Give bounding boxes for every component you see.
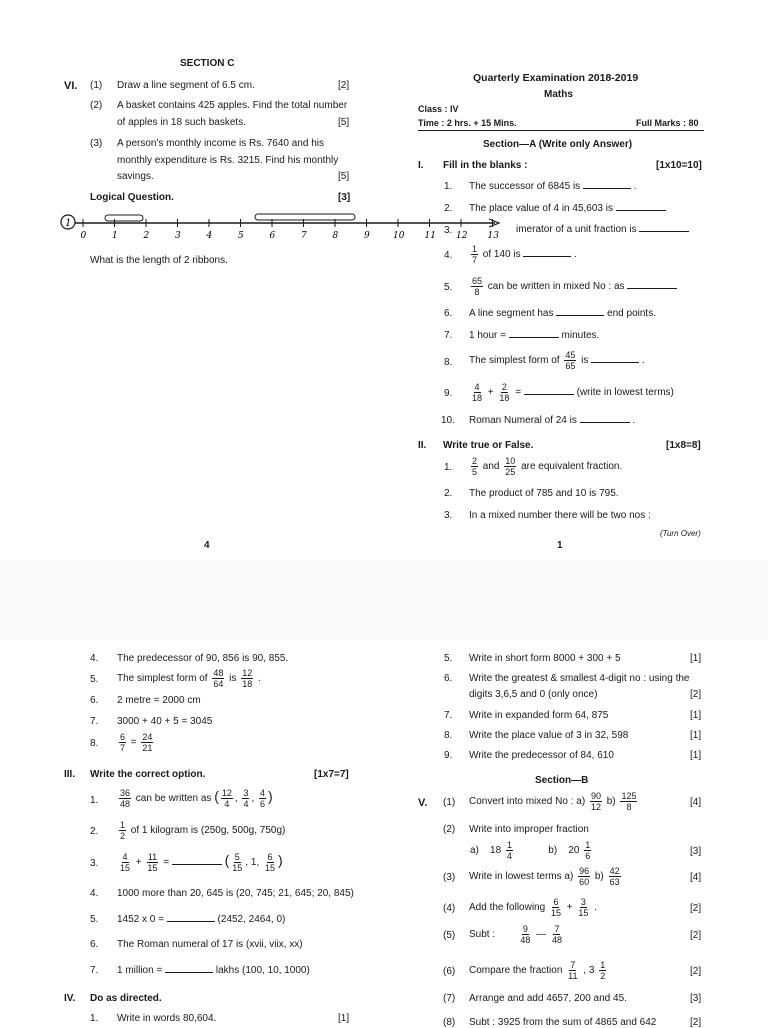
- item-number: 5.: [90, 914, 99, 925]
- marks: [1x7=7]: [314, 769, 349, 780]
- work-item: [470, 840, 593, 861]
- item-text: The predecessor of 90, 856 is 90, 855.: [117, 653, 289, 664]
- item-text: .: [633, 181, 637, 192]
- item-number: 10.: [441, 415, 455, 426]
- item-number: 2.: [444, 488, 453, 499]
- option-item: [117, 914, 285, 925]
- number-line-label: 5: [238, 231, 244, 240]
- option-fraction[interactable]: $\frac{3}{4}$: [243, 788, 249, 809]
- item-number: 7.: [90, 716, 99, 727]
- question-number: III.: [64, 769, 76, 780]
- circled-number-label: 1: [65, 218, 72, 229]
- marks: [1x10=10]: [656, 160, 702, 171]
- number-line-label: 10: [393, 231, 405, 240]
- number-line-label: 0: [80, 231, 87, 240]
- question-number: IV.: [64, 993, 76, 1004]
- page-gap: [0, 560, 768, 640]
- item-text: Write in lowest terms a): [469, 871, 574, 883]
- item-text: 1 million =: [117, 965, 163, 976]
- question-title: Fill in the blanks :: [443, 160, 528, 171]
- fraction: $\frac{90}{12}$: [590, 791, 601, 812]
- item-number: 6.: [90, 939, 99, 950]
- answer-blank[interactable]: [639, 231, 689, 232]
- fraction: $\frac{42}{63}$: [609, 866, 620, 887]
- fraction: $\frac{65}{8}$: [472, 276, 483, 297]
- item-text: Write in expanded form 64, 875: [469, 710, 609, 721]
- item-text: .: [594, 902, 597, 914]
- item-number: 9.: [444, 388, 453, 399]
- number-line-label: 8: [332, 231, 339, 240]
- item-number: 4.: [90, 888, 99, 899]
- item-number: (4): [443, 903, 456, 914]
- tf-item: [117, 668, 261, 689]
- operator: =: [163, 857, 170, 869]
- marks: [2]: [338, 80, 350, 91]
- fraction: $\frac{4}{15}$: [120, 852, 131, 873]
- work-item: [469, 866, 623, 887]
- marks: [1]: [690, 653, 702, 664]
- tf-item: [117, 732, 155, 753]
- operator: —: [536, 929, 547, 941]
- item-text: (write in lowest terms): [576, 387, 674, 399]
- full-marks-label: Full Marks : 80: [636, 118, 699, 128]
- marks: [3]: [690, 846, 702, 857]
- item-text: Write in words 80,604.: [117, 1013, 217, 1024]
- fraction: $\frac{36}{48}$: [120, 788, 131, 809]
- item-text: of 1 kilogram is (250g, 500g, 750g): [130, 825, 286, 837]
- answer-blank[interactable]: [523, 256, 571, 257]
- fraction: $\frac{9}{48}$: [520, 924, 531, 945]
- answer-blank[interactable]: [165, 972, 213, 973]
- item-number: (8): [443, 1017, 456, 1028]
- marks: [1]: [690, 750, 702, 761]
- question-number: I.: [418, 160, 424, 171]
- option-fraction[interactable]: $\frac{12}{4}$: [221, 788, 232, 809]
- item-text: a): [470, 845, 479, 857]
- fraction: $\frac{2}{5}$: [472, 456, 478, 477]
- marks: [4]: [690, 872, 702, 883]
- exam-title: Quarterly Examination 2018-2019: [473, 72, 639, 84]
- item-text: Compare the fraction: [469, 965, 563, 977]
- number-line-label: 4: [206, 231, 213, 240]
- fraction: $\frac{7}{48}$: [551, 924, 562, 945]
- option-fraction[interactable]: $\frac{5}{15}$: [232, 852, 243, 873]
- marks: [1x8=8]: [666, 440, 701, 451]
- turn-over-note: (Turn Over): [660, 529, 701, 538]
- answer-blank[interactable]: [167, 921, 215, 922]
- ribbon-2: [255, 214, 355, 220]
- item-number: (6): [443, 966, 456, 977]
- fraction: $\frac{6}{15}$: [550, 897, 561, 918]
- item-text: is: [581, 355, 589, 367]
- mixed-number: 18 $\frac{1}{4}$: [490, 840, 512, 861]
- question-title: Write the correct option.: [90, 769, 206, 780]
- item-number: 6.: [444, 308, 453, 319]
- fraction: $\frac{6}{7}$: [120, 732, 126, 753]
- fill-item: [469, 382, 674, 403]
- page-number: 4: [204, 540, 210, 551]
- item-number: 5.: [444, 653, 453, 664]
- fraction: $\frac{11}{15}$: [147, 852, 158, 873]
- number-line-label: 9: [364, 231, 370, 240]
- item-number: (2): [443, 824, 456, 835]
- item-number: 1.: [90, 1013, 99, 1024]
- option-item: $\frac{36}{48}$ can be written as ( $\frac{12}{4}$ , $\frac{3}{4}$ , $\frac{4}{6}$ ): [120, 788, 273, 809]
- item-text: In a mixed number there will be two nos :: [469, 510, 651, 521]
- section-b-title: Section—B: [535, 775, 589, 786]
- fill-item: [469, 350, 645, 371]
- marks: [5]: [338, 171, 350, 182]
- fill-item: [516, 224, 689, 235]
- marks: [5]: [338, 117, 350, 128]
- item-text: ,: [583, 965, 587, 977]
- section-a-title: Section—A (Write only Answer): [483, 139, 633, 150]
- fraction: $\frac{7}{11}$: [568, 960, 578, 981]
- item-text: Roman Numeral of 24 is: [469, 415, 577, 426]
- question-text: monthly expenditure is Rs. 3215. Find his monthly: [117, 155, 339, 166]
- item-number: 1.: [444, 462, 453, 473]
- work-item: [469, 791, 639, 812]
- item-text: and: [482, 461, 500, 473]
- fraction: $\frac{1}{2}$: [120, 820, 126, 841]
- item-text: The product of 785 and 10 is 795.: [469, 488, 619, 499]
- marks: [3]: [338, 192, 351, 203]
- option-fraction[interactable]: $\frac{6}{15}$: [265, 852, 276, 873]
- item-text: b): [548, 845, 558, 857]
- item-number: 2.: [90, 826, 99, 837]
- fill-item: [469, 415, 635, 426]
- item-text: end points.: [607, 308, 656, 319]
- fraction: $\frac{45}{65}$: [565, 350, 576, 371]
- item-text: minutes.: [561, 330, 600, 341]
- item-text: The Roman numeral of 17 is (xvii, viix, xx): [117, 939, 303, 950]
- item-text: Write into improper fraction: [469, 824, 589, 835]
- item-number: (3): [90, 138, 103, 149]
- item-number: 2.: [444, 203, 453, 214]
- item-number: (1): [443, 797, 456, 808]
- item-number: 7.: [90, 965, 99, 976]
- fraction: $\frac{24}{21}$: [142, 732, 153, 753]
- item-number: 8.: [444, 730, 453, 741]
- fill-item: [469, 181, 637, 192]
- marks: [2]: [690, 966, 702, 977]
- fraction: $\frac{2}{18}$: [499, 382, 510, 403]
- item-text: Subt : 3925 from the sum of 4865 and 642: [469, 1017, 657, 1028]
- option-item: [117, 820, 285, 841]
- fill-item: [469, 244, 577, 265]
- fraction: $\frac{48}{64}$: [213, 668, 224, 689]
- option-fraction[interactable]: $\frac{4}{6}$: [260, 788, 266, 809]
- item-number: 9.: [444, 750, 453, 761]
- answer-blank[interactable]: [616, 210, 666, 211]
- marks: [1]: [690, 710, 702, 721]
- question-title: Do as directed.: [90, 993, 162, 1004]
- option-value[interactable]: 1: [250, 857, 257, 869]
- marks: [2]: [690, 1017, 702, 1028]
- page-number: 1: [557, 540, 563, 551]
- item-number: (5): [443, 930, 456, 941]
- number-line-label: 13: [487, 231, 499, 240]
- item-text: Convert into mixed No : a): [469, 796, 586, 808]
- item-text: digits 3,6,5 and 0 (only once): [469, 689, 598, 700]
- mixed-number: 20 $\frac{1}{6}$: [568, 840, 591, 861]
- work-item: [469, 897, 597, 918]
- fraction: $\frac{125}{8}$: [621, 791, 637, 812]
- marks: [2]: [690, 689, 702, 700]
- operator: +: [566, 902, 573, 914]
- item-text: can be written as: [135, 793, 212, 805]
- item-text: Write the greatest & smallest 4-digit no : using the: [469, 673, 690, 684]
- item-number: 4.: [90, 653, 99, 664]
- answer-blank[interactable]: [509, 337, 559, 338]
- header-rule: [418, 130, 704, 131]
- number-line-label: 11: [424, 231, 436, 240]
- item-text: Write the place value of 3 in 32, 598: [469, 730, 629, 741]
- item-text: (2452, 2464, 0): [217, 914, 286, 925]
- item-number: (3): [443, 872, 456, 883]
- fraction: $\frac{10}{25}$: [505, 456, 516, 477]
- ribbon-question: What is the length of 2 ribbons.: [90, 255, 228, 266]
- marks: [4]: [690, 797, 702, 808]
- item-number: 8.: [444, 357, 453, 368]
- item-number: 3.: [444, 510, 453, 521]
- item-text: b): [594, 871, 604, 883]
- fraction: $\frac{1}{7}$: [472, 244, 478, 265]
- question-number: V.: [418, 797, 428, 809]
- item-text: imerator of a unit fraction is: [516, 224, 637, 235]
- item-text: Write in short form 8000 + 300 + 5: [469, 653, 621, 664]
- answer-blank[interactable]: [627, 288, 677, 289]
- marks: [3]: [690, 993, 702, 1004]
- item-text: A line segment has: [469, 308, 554, 319]
- item-text: .: [257, 673, 261, 685]
- fill-item: [469, 330, 599, 341]
- time-label: Time : 2 hrs. + 15 Mins.: [418, 118, 517, 128]
- item-number: 6.: [90, 695, 99, 706]
- option-item: $\frac{4}{15}$ + $\frac{11}{15}$ = ( $\frac{5}{15}$ , 1, $\frac{6}{15}$ ): [120, 852, 283, 873]
- item-number: (1): [90, 80, 103, 91]
- option-item: [117, 965, 310, 976]
- item-text: 2 metre = 2000 cm: [117, 695, 201, 706]
- item-number: 7.: [444, 710, 453, 721]
- question-title: Write true or False.: [443, 440, 534, 451]
- fill-item: [469, 276, 677, 297]
- mixed-number: 3 $\frac{1}{2}$: [588, 960, 606, 981]
- number-line-label: 7: [301, 231, 307, 240]
- item-text: The simplest form of: [117, 673, 208, 685]
- item-number: 3.: [444, 225, 453, 236]
- number-line-label: 2: [143, 231, 150, 240]
- operator: +: [135, 857, 142, 869]
- item-number: 6.: [444, 673, 453, 684]
- item-text: 1000 more than 20, 645 is (20, 745; 21, 645; 20, 845): [117, 888, 354, 899]
- answer-blank[interactable]: [583, 188, 631, 189]
- answer-blank[interactable]: [580, 422, 630, 423]
- question-text: Draw a line segment of 6.5 cm.: [117, 80, 255, 91]
- question-text: savings.: [117, 171, 154, 182]
- fill-item: [469, 203, 666, 214]
- item-text: of 140 is: [482, 249, 521, 261]
- answer-blank[interactable]: [556, 315, 604, 316]
- question-text: A person's monthly income is Rs. 7640 and his: [117, 138, 325, 149]
- fill-item: [469, 308, 656, 319]
- item-number: 1.: [90, 795, 99, 806]
- marks: [1]: [338, 1013, 350, 1024]
- operator: =: [515, 387, 522, 399]
- fraction: $\frac{96}{60}$: [579, 866, 590, 887]
- item-text: .: [574, 249, 577, 261]
- question-number: II.: [418, 440, 427, 451]
- logical-question-title: Logical Question.: [90, 192, 174, 203]
- fraction: $\frac{12}{18}$: [242, 668, 253, 689]
- number-line-label: 3: [175, 231, 181, 240]
- fraction: $\frac{3}{15}$: [578, 897, 589, 918]
- item-text: The successor of 6845 is: [469, 181, 581, 192]
- item-number: 3.: [90, 858, 99, 869]
- answer-blank[interactable]: [172, 864, 222, 865]
- work-item: [469, 960, 608, 981]
- item-text: b): [606, 796, 616, 808]
- number-line-label: 12: [456, 231, 468, 240]
- marks: [1]: [690, 730, 702, 741]
- answer-blank[interactable]: [524, 394, 574, 395]
- item-text: The simplest form of: [469, 355, 560, 367]
- item-number: 1.: [444, 181, 453, 192]
- item-text: Add the following: [469, 902, 546, 914]
- subject: Maths: [544, 89, 573, 100]
- item-number: 5.: [444, 282, 453, 293]
- ribbon-1: [105, 215, 143, 221]
- item-text: 1452 x 0 =: [117, 914, 164, 925]
- item-number: 4.: [444, 250, 453, 261]
- item-number: 5.: [90, 674, 99, 685]
- marks: [2]: [690, 930, 702, 941]
- item-text: Arrange and add 4657, 200 and 45.: [469, 993, 627, 1004]
- question-number: VI.: [64, 80, 78, 92]
- section-c-title: SECTION C: [180, 58, 235, 69]
- operator: +: [487, 387, 494, 399]
- answer-blank[interactable]: [591, 362, 639, 363]
- item-text: Subt :: [469, 929, 496, 941]
- question-text: A basket contains 425 apples. Find the total number: [117, 100, 348, 111]
- item-text: 3000 + 40 + 5 = 3045: [117, 716, 213, 727]
- operator: =: [130, 737, 137, 749]
- fraction: $\frac{4}{18}$: [472, 382, 483, 403]
- number-line-label: 6: [269, 231, 276, 240]
- item-number: (2): [90, 100, 103, 111]
- item-number: 7.: [444, 330, 453, 341]
- item-text: Write the predecessor of 84, 610: [469, 750, 614, 761]
- tf-item: [469, 456, 622, 477]
- item-text: 1 hour =: [469, 330, 506, 341]
- item-number: 8.: [90, 738, 99, 749]
- item-number: (7): [443, 993, 456, 1004]
- class-label: Class : IV: [418, 104, 459, 114]
- item-text: The place value of 4 in 45,603 is: [469, 203, 613, 214]
- item-text: can be written in mixed No : as: [487, 281, 625, 293]
- item-text: .: [632, 415, 636, 426]
- item-text: .: [641, 355, 645, 367]
- item-text: lakhs (100, 10, 1000): [215, 965, 310, 976]
- item-text: is: [229, 673, 237, 685]
- work-item: [469, 924, 565, 945]
- question-text: of apples in 18 such baskets.: [117, 117, 246, 128]
- marks: [2]: [690, 903, 702, 914]
- number-line-label: 1: [112, 231, 118, 240]
- item-text: are equivalent fraction.: [521, 461, 623, 473]
